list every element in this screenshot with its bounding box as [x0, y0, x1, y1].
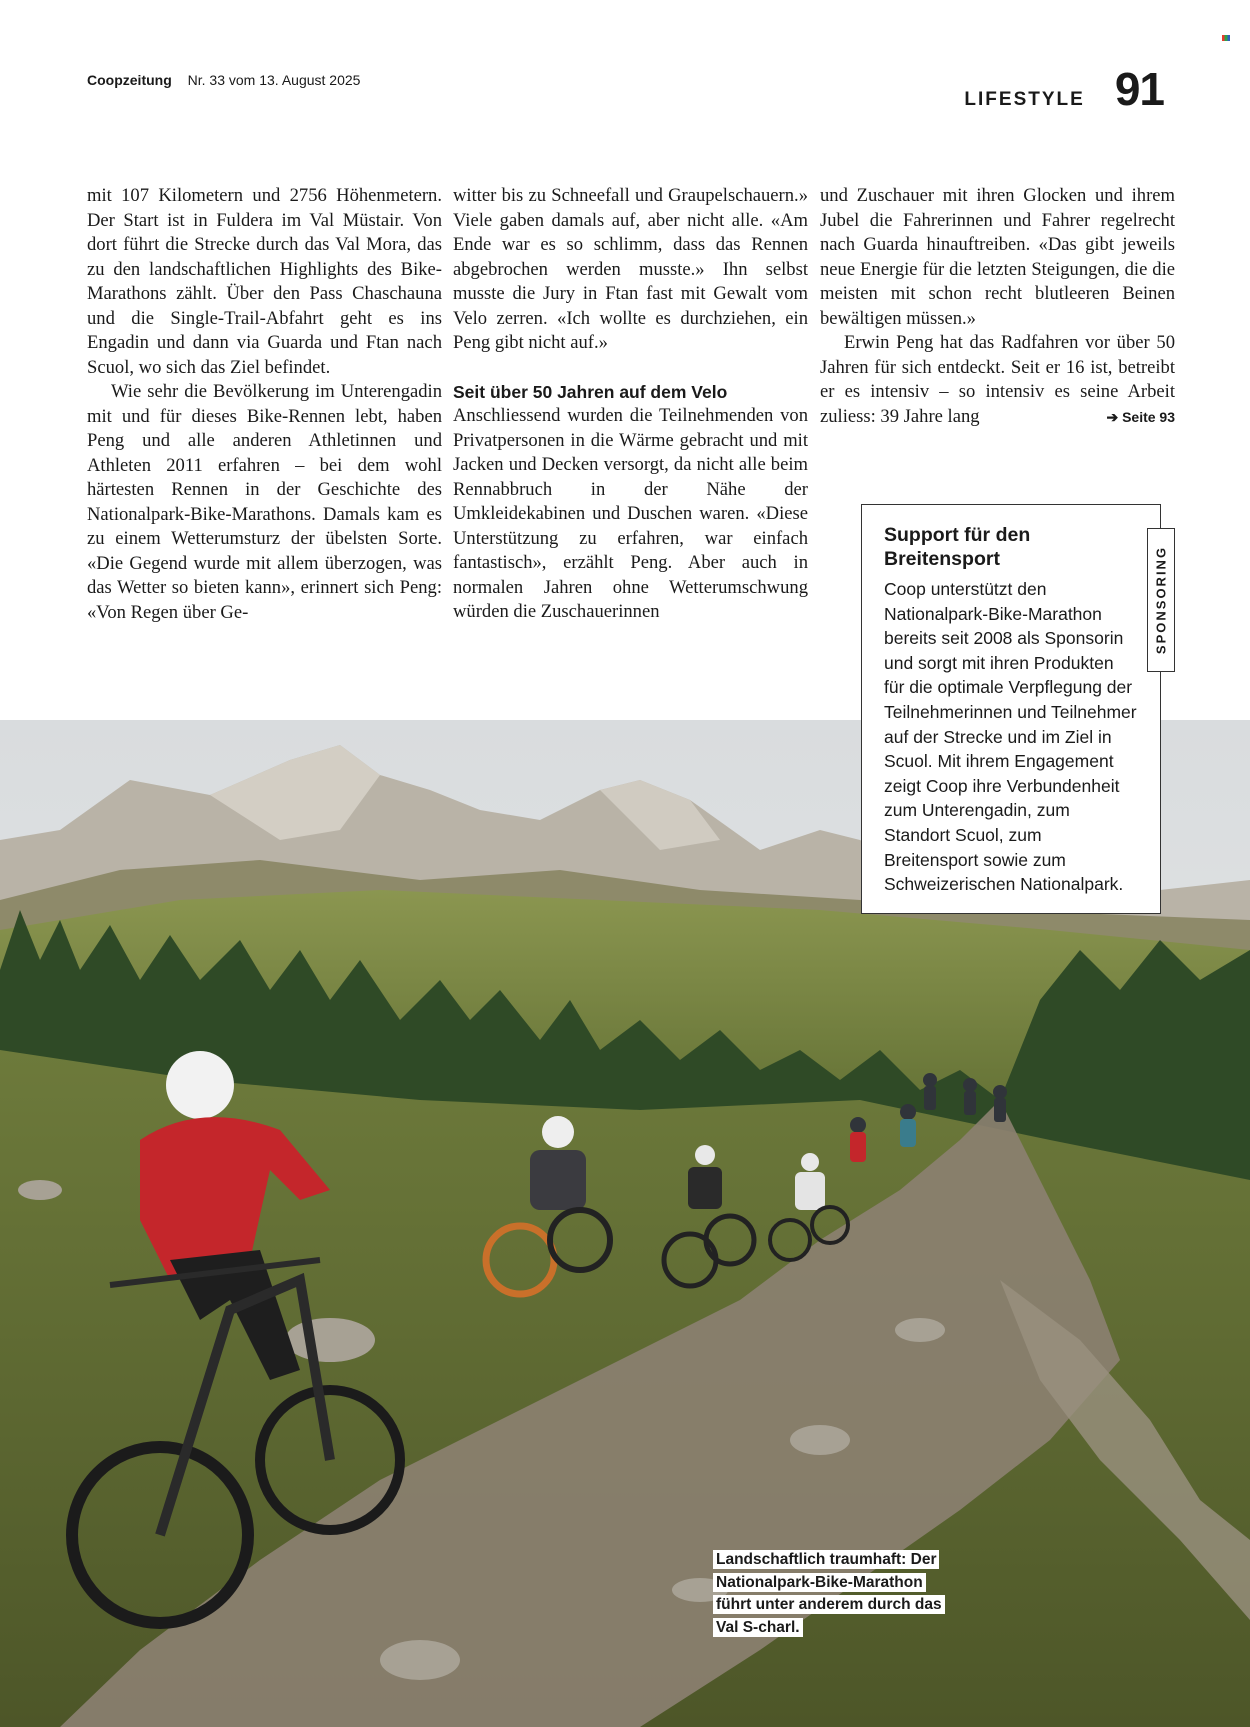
publication-name: Coopzeitung	[87, 72, 172, 88]
page-header-left	[87, 72, 360, 88]
article-column-1	[87, 184, 442, 625]
sponsoring-tab	[1147, 528, 1175, 672]
paragraph	[820, 331, 1175, 429]
paragraph: und Zuschauer mit ihren Glocken und ihrem Jubel die Fahrerinnen und Fahrer regelrecht nach Guarda hinauftreiben. «Das gibt jeweils neue Energie für die letzten Steigungen, die die meisten mit schon recht blutleeren Beinen bewältigen müssen.»	[820, 185, 1175, 329]
page-header-right	[964, 63, 1164, 115]
section-title: LIFESTYLE	[964, 89, 1085, 110]
sponsoring-label: SPONSORING	[1153, 545, 1169, 655]
subheading: Seit über 50 Jahren auf dem Velo	[453, 381, 728, 402]
page-jump-link[interactable]: ➔ Seite 93	[1106, 408, 1175, 425]
paragraph: Anschliessend wurden die Teilnehmenden von Privatpersonen in die Wärme gebracht und mit Jacken und Decken versorgt, da nicht alle beim Rennabbruch in der Nähe der Umkleidekabinen und Duschen waren. «Diese Unterstützung zu erfahren, war einfach fantastisch», erzählt Peng. Aber auch in normalen Jahren ohne Wetterumschwung würden die Zuschauerinnen	[453, 405, 808, 622]
article-column-3	[820, 184, 1175, 429]
paragraph: Wie sehr die Bevölkerung im Unterengadin mit und für dieses Bike-Rennen lebt, haben Peng und alle anderen Athletinnen und Athleten 2011 erfahren – bei dem wohl härtesten Rennen in der Geschichte des Nationalpark-Bike-Marathons. Damals kam es zu einem Wetterumsturz der übelsten Sorte. «Die Gegend wurde mit allem überzogen, was das Wetter so bieten kann», erinnert sich Peng: «Von Regen über Ge-	[87, 381, 442, 623]
paragraph: witter bis zu Schneefall und Graupelschauern.» Viele gaben damals auf, aber nicht alle. «Am Ende war es so schlimm, dass das Rennen abgebrochen werden musste.» Ihn selbst musste die Jury in Ftan fast mit Gewalt vom Velo zerren. «Ich wollte es durchziehen, ein Peng gibt nicht auf.»	[453, 185, 808, 353]
paragraph: mit 107 Kilometern und 2756 Höhenmetern. Der Start ist in Fuldera im Val Müstair. Von dort führt die Strecke durch das Val Mora, das zu den landschaftlichen Highlights des Bike-Marathons zählt. Über den Pass Chaschauna und die Single-Trail-Abfahrt geht es ins Engadin und dann via Guarda und Ftan nach Scuol, wo sich das Ziel befindet.	[87, 185, 442, 378]
sponsoring-infobox	[861, 504, 1161, 914]
caption-text: Landschaftlich traumhaft: Der Nationalpark-Bike-Marathon führt unter anderem durch das Val S-charl.	[713, 1550, 945, 1637]
page-number: 91	[1114, 63, 1164, 115]
issue-info: Nr. 33 vom 13. August 2025	[187, 72, 361, 88]
article-column-2	[453, 184, 808, 625]
infobox-title: Support für den Breitensport	[884, 524, 1031, 570]
paragraph-text: Erwin Peng hat das Radfahren vor über 50 Jahren für sich entdeckt. Seit er 16 ist, betreibt er es intensiv – so intensiv es seine Arbeit zuliess: 39 Jahre lang	[820, 332, 1175, 427]
photo-caption	[713, 1549, 953, 1639]
infobox-text: Coop unterstützt den Nationalpark-Bike-Marathon bereits seit 2008 als Sponsorin und sorgt mit ihren Produkten für die optimale Verpflegung der Teilnehmerinnen und Teilnehmer auf der Strecke und im Ziel in Scuol. Mit ihrem Engagement zeigt Coop ihre Verbundenheit zum Unterengadin, zum Standort Scuol, zum Breitensport sowie zum Schweizerischen Nationalpark.	[884, 579, 1137, 895]
color-mark	[1222, 35, 1230, 41]
